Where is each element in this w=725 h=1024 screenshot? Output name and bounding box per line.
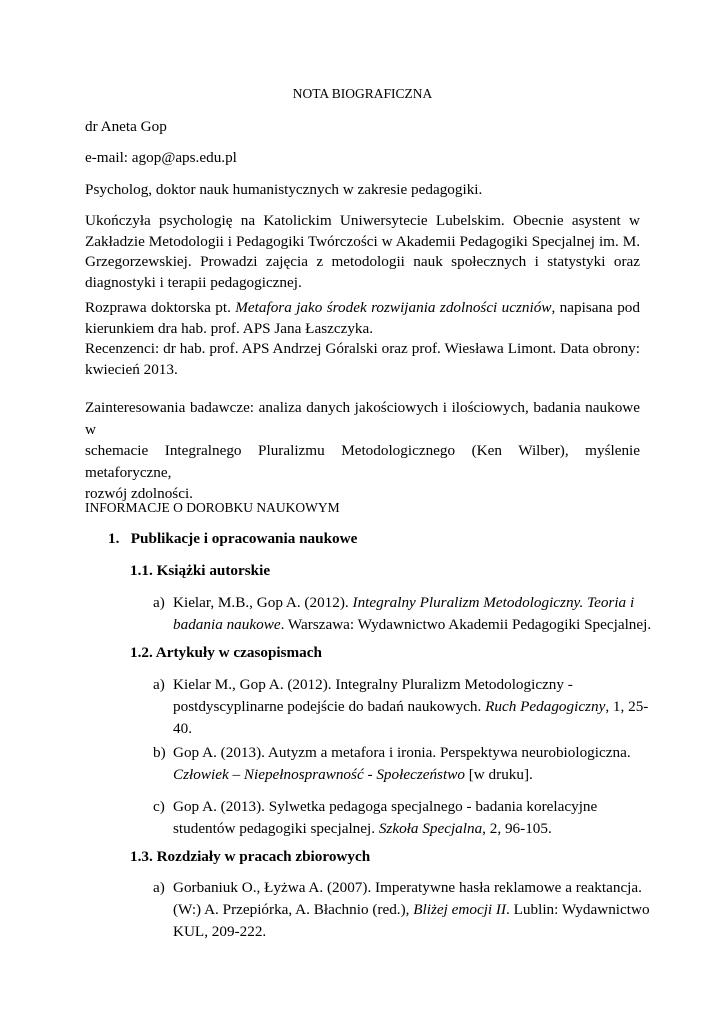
article-entry: Gop A. (2013). Sylwetka pedagoga specjalnego - badania korelacyjne studentów pedagogiki specjalnej. Szkoła Specjalna, 2, 96-105. [173,798,598,837]
interests-paragraph [85,397,640,505]
chapter-entry: Gorbaniuk O., Łyżwa A. (2007). Imperatywne hasła reklamowe a reaktancja. (W:) A. Przepiórka, A. Błachnio (red.), Bliżej emocji II. Lublin: Wydawnictwo KUL, 209-222. [173,879,650,940]
interests-line: schemacie Integralnego Pluralizmu Metodologicznego (Ken Wilber), myślenie metaforyczne, [85,442,640,481]
reviewers-line: Recenzenci: dr hab. prof. APS Andrzej Góralski oraz prof. Wiesława Limont. Data obrony: [85,340,640,357]
education-line: Zakładzie Metodologii i Pedagogiki Twórczości w Akademii Pedagogiki Specjalnej im. M. [85,232,640,250]
author-email: e-mail: agop@aps.edu.pl [85,149,237,166]
education-line: diagnostyki i terapii pedagogicznej. [85,273,302,291]
thesis-line: Rozprawa doktorska pt. Metafora jako środek rozwijania zdolności uczniów, napisana pod [85,299,640,316]
author-name: dr Aneta Gop [85,118,167,135]
list-marker: a) [153,676,165,693]
heading-chapters: 1.3. Rozdziały w pracach zbiorowych [130,848,371,865]
education-line: Ukończyła psychologię na Katolickim Uniwersytecie Lubelskim. Obecnie asystent w [85,212,640,229]
education-line: Grzegorzewskiej. Prowadzi zajęcia z metodologii nauk społecznych i statystyki oraz [85,253,640,270]
list-marker: a) [153,594,165,611]
thesis-paragraph [85,298,640,380]
heading-articles: 1.2. Artykuły w czasopismach [130,644,322,661]
interests-line: rozwój zdolności. [85,485,193,502]
article-entry: Kielar M., Gop A. (2012). Integralny Pluralizm Metodologiczny - postdyscyplinarne podejście do badań naukowych. Ruch Pedagogiczny, 1, 25- 40. [173,676,649,737]
section-heading: INFORMACJE O DOROBKU NAUKOWYM [85,500,340,515]
book-entry: Kielar, M.B., Gop A. (2012). Integralny Pluralizm Metodologiczny. Teoria i badania naukowe. Warszawa: Wydawnictwo Akademii Pedagogiki Specjalnej. [173,594,652,633]
heading-books: 1.1. Książki autorskie [130,562,271,579]
author-profile: Psycholog, doktor nauk humanistycznych w zakresie pedagogiki. [85,181,483,198]
thesis-title: Metafora jako środek rozwijania zdolności uczniów [235,299,552,316]
list-marker: a) [153,879,165,896]
heading-publications: 1. Publikacje i opracowania naukowe [108,530,358,547]
list-marker: c) [153,798,165,815]
article-entry: Gop A. (2013). Autyzm a metafora i ironia. Perspektywa neurobiologiczna. Człowiek – Niepełnosprawność - Społeczeństwo [w druku]. [173,744,631,783]
education-paragraph [85,211,640,293]
list-marker: b) [153,744,166,761]
thesis-line: kierunkiem dra hab. prof. APS Jana Łaszczyka. [85,319,374,337]
interests-line: Zainteresowania badawcze: analiza danych jakościowych i ilościowych, badania naukowe w [85,399,640,438]
defense-date-line: kwiecień 2013. [85,360,178,378]
document-title: NOTA BIOGRAFICZNA [292,86,433,101]
